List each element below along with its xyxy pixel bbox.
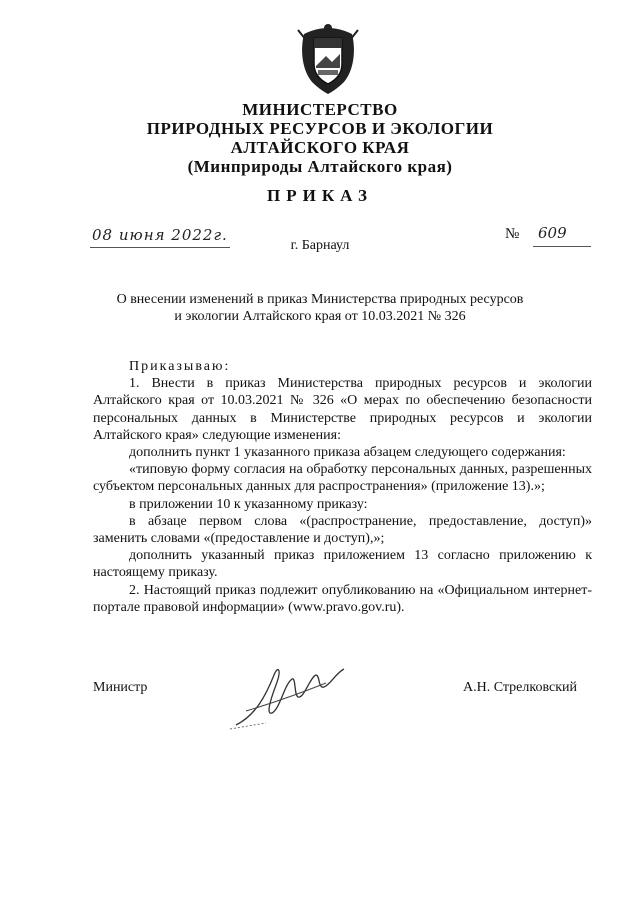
handwritten-number: 609 [538, 224, 567, 242]
signatory-role: Министр [93, 680, 148, 695]
ministry-name-line2: ПРИРОДНЫХ РЕСУРСОВ И ЭКОЛОГИИ [146, 119, 494, 138]
paragraph-6: дополнить указанный приказ приложением 13 согласно приложению к настоящему приказу. [93, 548, 592, 581]
paragraph-2: дополнить пункт 1 указанного приказа абзацем следующего содержания: [129, 445, 566, 461]
ministry-name-line1: МИНИСТЕРСТВО [242, 100, 398, 119]
paragraph-4: в приложении 10 к указанному приказу: [129, 496, 368, 512]
document-type-title: ПРИКАЗ [267, 186, 373, 205]
paragraph-5: в абзаце первом слова «(распространение, предоставление, доступ)» заменить словами «(предоставление и доступ),»; [93, 513, 592, 547]
number-label: № [505, 226, 520, 242]
signatory-name: А.Н. Стрелковский [463, 680, 577, 695]
order-intro: Приказываю: [129, 359, 231, 374]
coat-of-arms-emblem [296, 20, 360, 96]
city-label: г. Барнаул [290, 238, 350, 253]
subject-line2: и экологии Алтайского края от 10.03.2021 № 326 [174, 309, 466, 324]
paragraph-7: 2. Настоящий приказ подлежит опубликованию на «Официальном интернет-портале правовой информации» (www.pravo.gov.ru). [93, 582, 592, 615]
paragraph-3: «типовую форму согласия на обработку персональных данных, разрешенных субъектом персональных данных для распространения» (приложение 13).»; [93, 462, 592, 495]
order-subject [0, 291, 640, 325]
order-body [93, 358, 592, 616]
paragraph-1: 1. Внести в приказ Министерства природных ресурсов и экологии Алтайского края от 10.03.2021 № 326 «О мерах по обеспечению безопасности персональных данных в Министерстве природных ресурсов и экологии Алтайского края» следующие изменения: [93, 376, 592, 443]
ministry-short-name: (Минприроды Алтайского края) [187, 157, 453, 176]
subject-line1: О внесении изменений в приказ Министерства природных ресурсов [116, 292, 524, 307]
handwritten-signature [226, 655, 356, 735]
ministry-name-line3: АЛТАЙСКОГО КРАЯ [230, 138, 410, 157]
handwritten-date: 08 июня 2022г. [92, 226, 228, 244]
